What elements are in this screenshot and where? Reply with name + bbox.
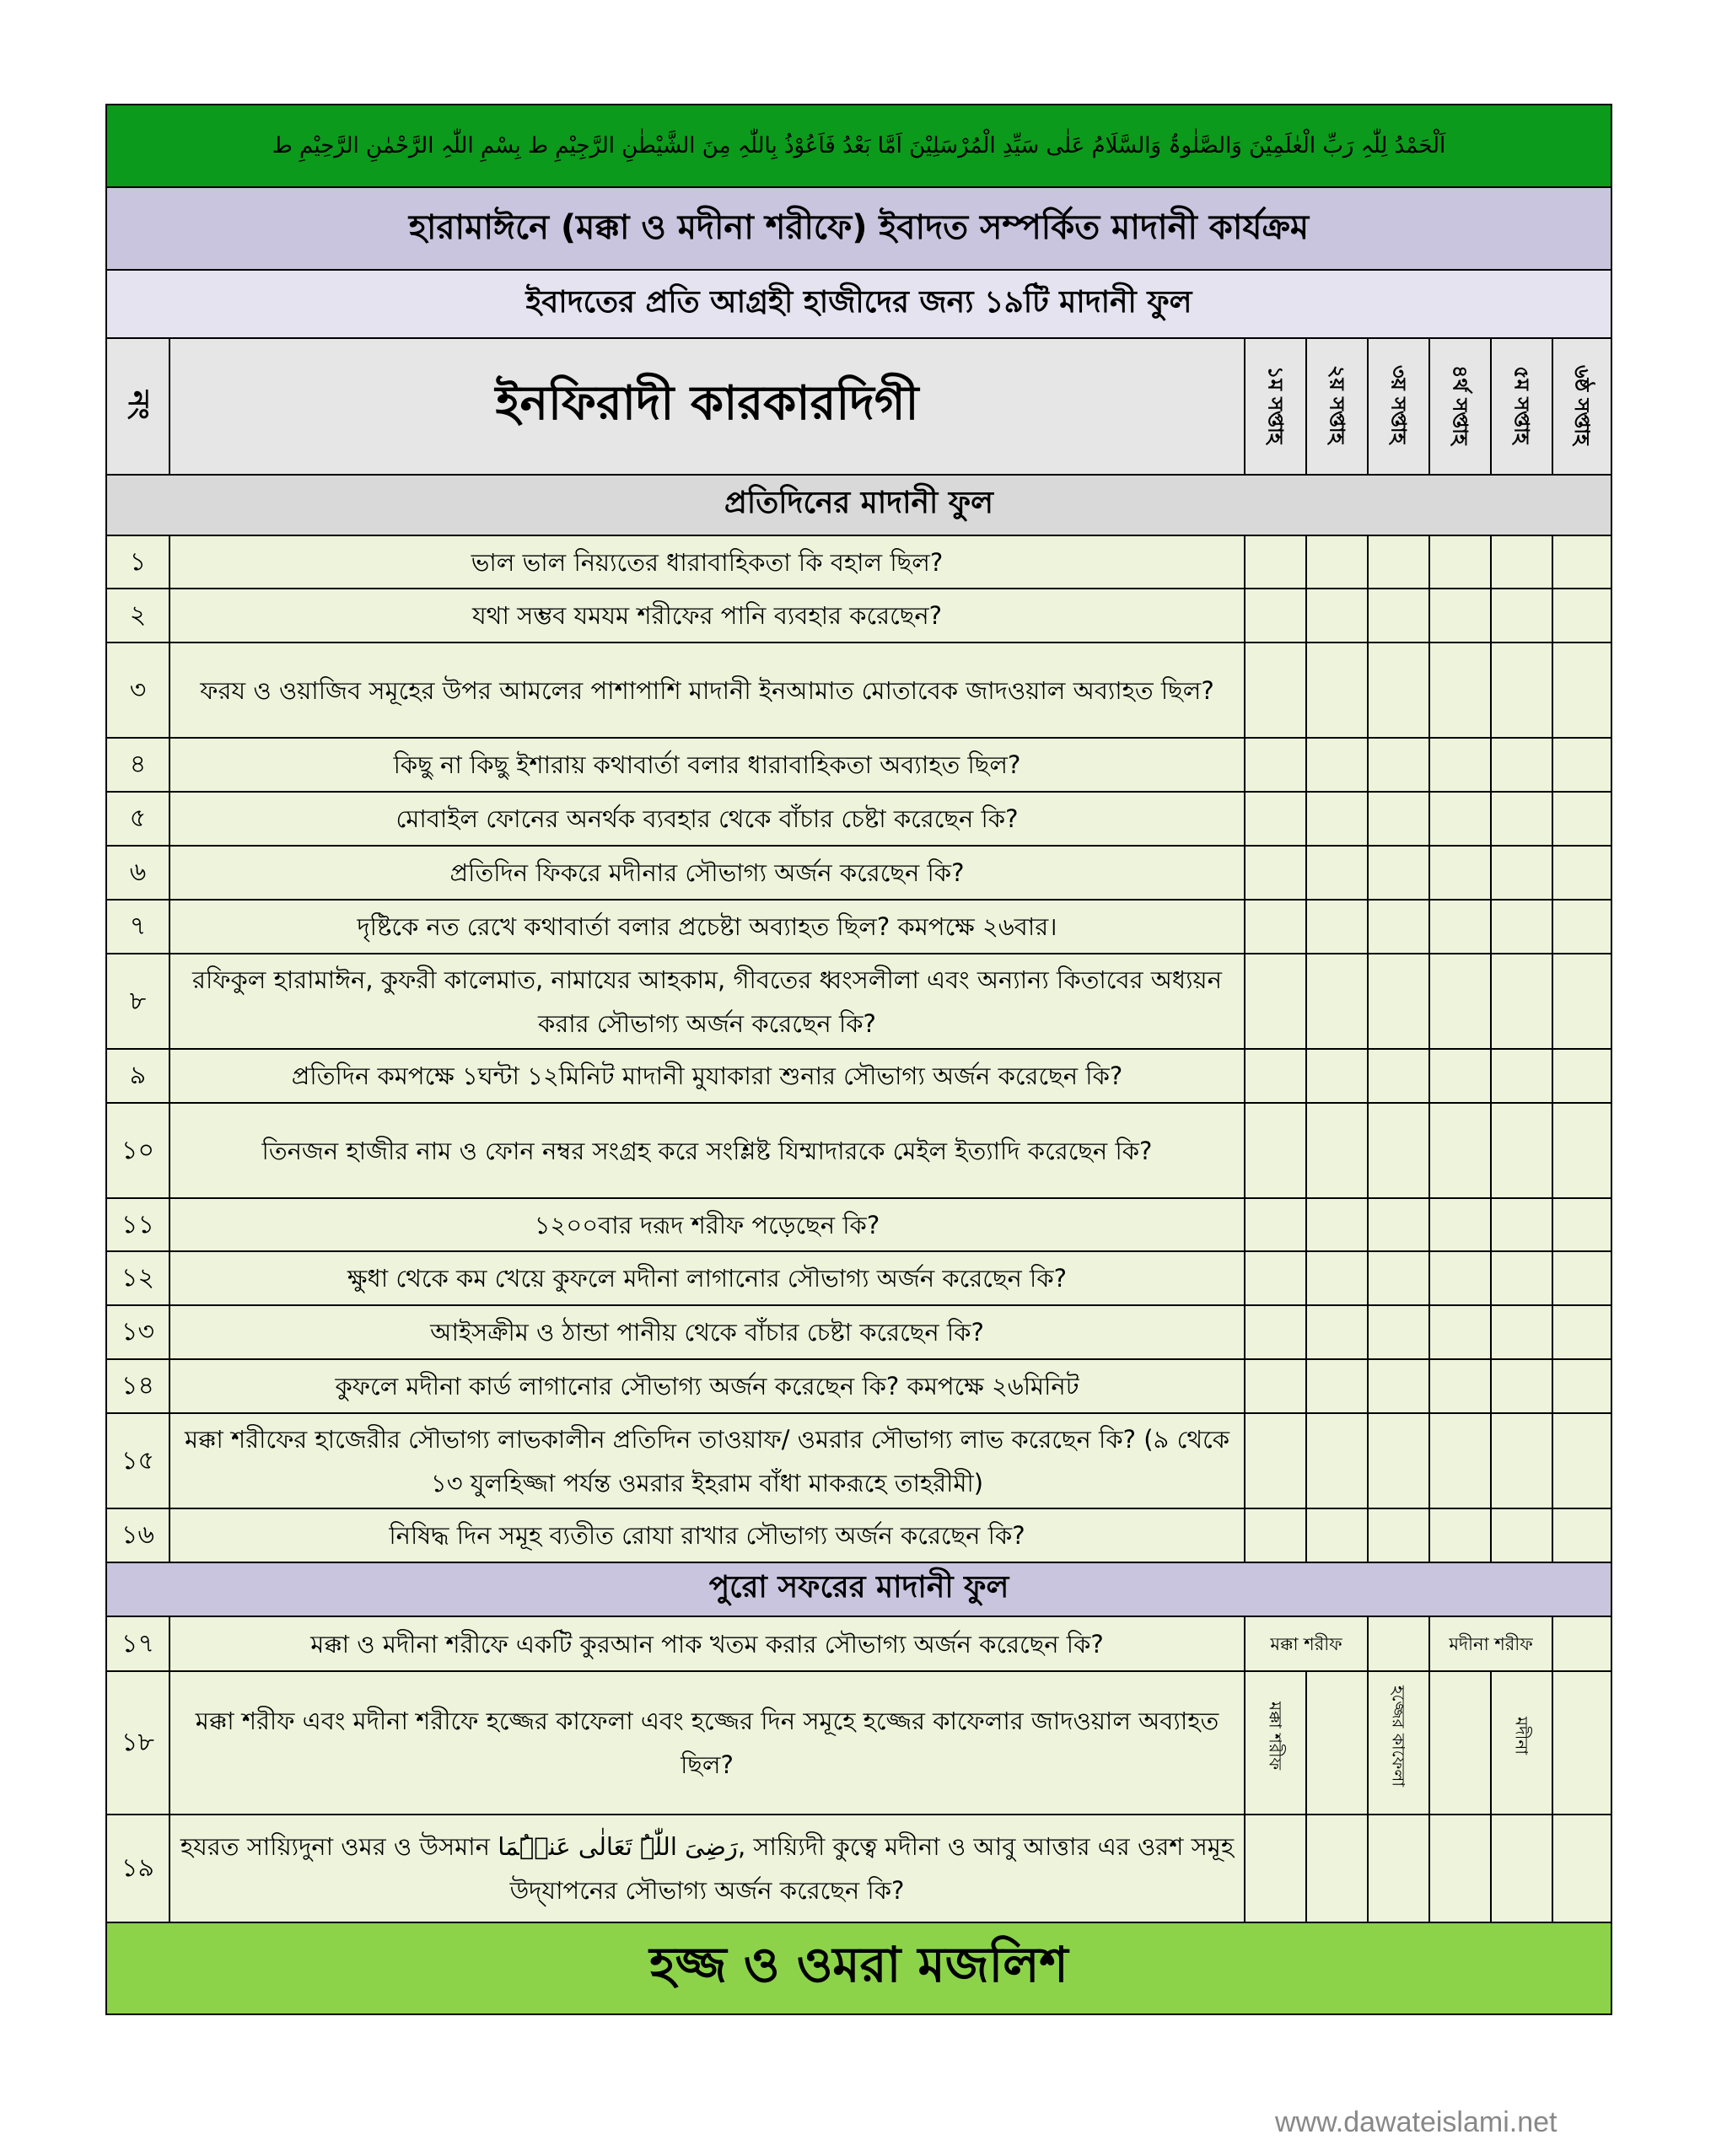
checkbox-cell[interactable] [1552, 1815, 1611, 1922]
checkbox-cell[interactable] [1429, 1815, 1491, 1922]
checkbox-cell[interactable] [1552, 1359, 1611, 1413]
checkbox-cell[interactable] [1245, 900, 1306, 954]
checkbox-cell[interactable] [1491, 642, 1552, 738]
checkbox-cell[interactable] [1245, 846, 1306, 900]
checkbox-cell[interactable] [1491, 535, 1552, 589]
checkbox-cell[interactable] [1429, 1671, 1491, 1815]
section-daily: প্রতিদিনের মাদানী ফুল [106, 475, 1611, 535]
checkbox-cell[interactable] [1245, 642, 1306, 738]
checkbox-cell[interactable] [1368, 1616, 1429, 1671]
checkbox-cell[interactable] [1368, 954, 1429, 1049]
checkbox-cell[interactable] [1245, 535, 1306, 589]
checkbox-cell[interactable] [1552, 954, 1611, 1049]
main-column-header: ইনফিরাদী কারকারদিগী [169, 338, 1245, 475]
checkbox-cell[interactable] [1429, 738, 1491, 792]
checkbox-cell[interactable] [1306, 1049, 1368, 1103]
table-row: ২ যথা সম্ভব যমযম শরীফের পানি ব্যবহার করেছেন? [106, 589, 1611, 642]
checkbox-cell[interactable] [1245, 589, 1306, 642]
checkbox-cell[interactable] [1552, 1305, 1611, 1359]
checkbox-cell[interactable] [1491, 846, 1552, 900]
table-row: ১৪ কুফলে মদীনা কার্ড লাগানোর সৌভাগ্য অর্জন করেছেন কি? কমপক্ষে ২৬মিনিট [106, 1359, 1611, 1413]
checkbox-cell[interactable] [1245, 1251, 1306, 1305]
checkbox-cell[interactable] [1368, 1305, 1429, 1359]
table-row: ৭ দৃষ্টিকে নত রেখে কথাবার্তা বলার প্রচেষ্টা অব্যাহত ছিল? কমপক্ষে ২৬বার। [106, 900, 1611, 954]
checkbox-cell[interactable] [1429, 535, 1491, 589]
checkbox-cell[interactable] [1491, 1049, 1552, 1103]
checkbox-cell[interactable] [1552, 1251, 1611, 1305]
checkbox-cell[interactable] [1429, 954, 1491, 1049]
checkbox-cell[interactable] [1306, 642, 1368, 738]
checkbox-cell[interactable] [1368, 1049, 1429, 1103]
page-subtitle: ইবাদতের প্রতি আগ্রহী হাজীদের জন্য ১৯টি মাদানী ফুল [106, 270, 1611, 338]
checkbox-cell[interactable] [1368, 900, 1429, 954]
week-1-header: ১ম সপ্তাহ [1245, 338, 1306, 475]
checkbox-cell[interactable] [1306, 1251, 1368, 1305]
hajj-kafela-cell[interactable]: হজ্জের কাফেলা [1368, 1671, 1429, 1815]
week-3-header: ৩য় সপ্তাহ [1368, 338, 1429, 475]
checkbox-cell[interactable] [1429, 589, 1491, 642]
checkbox-cell[interactable] [1429, 642, 1491, 738]
checkbox-cell[interactable] [1368, 1508, 1429, 1562]
website-url: www.dawateislami.net [1275, 2106, 1558, 2138]
checkbox-cell[interactable] [1306, 1671, 1368, 1815]
checkbox-cell[interactable] [1306, 1103, 1368, 1198]
table-row: ৬ প্রতিদিন ফিকরে মদীনার সৌভাগ্য অর্জন করেছেন কি? [106, 846, 1611, 900]
checkbox-cell[interactable] [1429, 846, 1491, 900]
makkah-cell[interactable]: মক্কা শরীফ [1245, 1671, 1306, 1815]
checkbox-cell[interactable] [1368, 1359, 1429, 1413]
checkbox-cell[interactable] [1552, 1198, 1611, 1251]
checkbox-cell[interactable] [1491, 589, 1552, 642]
checkbox-cell[interactable] [1552, 589, 1611, 642]
checkbox-cell[interactable] [1491, 1103, 1552, 1198]
checkbox-cell[interactable] [1245, 1305, 1306, 1359]
checkbox-cell[interactable] [1306, 1359, 1368, 1413]
checkbox-cell[interactable] [1552, 900, 1611, 954]
madani-activity-table [105, 104, 1612, 2015]
table-row: ১০ তিনজন হাজীর নাম ও ফোন নম্বর সংগ্রহ করে সংশ্লিষ্ট যিম্মাদারকে মেইল ইত্যাদি করেছেন কি? [106, 1103, 1611, 1198]
table-row: ৪ কিছু না কিছু ইশারায় কথাবার্তা বলার ধারাবাহিকতা অব্যাহত ছিল? [106, 738, 1611, 792]
checkbox-cell[interactable] [1245, 954, 1306, 1049]
checkbox-cell[interactable] [1245, 1103, 1306, 1198]
checkbox-cell[interactable] [1245, 792, 1306, 846]
checkbox-cell[interactable] [1245, 1413, 1306, 1508]
checkbox-cell[interactable] [1306, 738, 1368, 792]
checkbox-cell[interactable] [1306, 846, 1368, 900]
checkbox-cell[interactable] [1429, 1198, 1491, 1251]
checkbox-cell[interactable] [1552, 1671, 1611, 1815]
checkbox-cell[interactable] [1306, 1305, 1368, 1359]
table-row: ১১ ১২০০বার দরূদ শরীফ পড়েছেন কি? [106, 1198, 1611, 1251]
checkbox-cell[interactable] [1245, 1359, 1306, 1413]
table-row: ১৭ মক্কা ও মদীনা শরীফে একটি কুরআন পাক খতম করার সৌভাগ্য অর্জন করেছেন কি? মক্কা শরীফ মদীনা শরীফ [106, 1616, 1611, 1671]
checkbox-cell[interactable] [1306, 1413, 1368, 1508]
checkbox-cell[interactable] [1429, 792, 1491, 846]
checkbox-cell[interactable] [1306, 1198, 1368, 1251]
checkbox-cell[interactable] [1491, 1359, 1552, 1413]
checkbox-cell[interactable] [1491, 1413, 1552, 1508]
checkbox-cell[interactable] [1368, 1413, 1429, 1508]
checkbox-cell[interactable] [1368, 642, 1429, 738]
checkbox-cell[interactable] [1368, 535, 1429, 589]
checkbox-cell[interactable] [1552, 846, 1611, 900]
table-row: ৯ প্রতিদিন কমপক্ষে ১ঘন্টা ১২মিনিট মাদানী মুযাকারা শুনার সৌভাগ্য অর্জন করেছেন কি? [106, 1049, 1611, 1103]
checkbox-cell[interactable] [1552, 1508, 1611, 1562]
checkbox-cell[interactable] [1245, 1049, 1306, 1103]
checkbox-cell[interactable] [1491, 900, 1552, 954]
checkbox-cell[interactable] [1368, 1103, 1429, 1198]
checkbox-cell[interactable] [1306, 1815, 1368, 1922]
checkbox-cell[interactable] [1429, 900, 1491, 954]
checkbox-cell[interactable] [1368, 1815, 1429, 1922]
checkbox-cell[interactable] [1552, 1616, 1611, 1671]
checkbox-cell[interactable] [1245, 1508, 1306, 1562]
checkbox-cell[interactable] [1245, 738, 1306, 792]
table-row: ১২ ক্ষুধা থেকে কম খেয়ে কুফলে মদীনা লাগানোর সৌভাগ্য অর্জন করেছেন কি? [106, 1251, 1611, 1305]
checkbox-cell[interactable] [1368, 1251, 1429, 1305]
section-journey: পুরো সফরের মাদানী ফুল [106, 1562, 1611, 1616]
week-6-header: ৬ষ্ঠ সপ্তাহ [1552, 338, 1611, 475]
checkbox-cell[interactable] [1368, 792, 1429, 846]
checkbox-cell[interactable] [1306, 535, 1368, 589]
checkbox-cell[interactable] [1429, 1413, 1491, 1508]
table-row: ৮ রফিকুল হারামাঈন, কুফরী কালেমাত, নামাযের আহকাম, গীবতের ধ্বংসলীলা এবং অন্যান্য কিতাবের অধ্যয়ন করার সৌভাগ্য অর্জন করেছেন কি? [106, 954, 1611, 1049]
checkbox-cell[interactable] [1429, 1359, 1491, 1413]
checkbox-cell[interactable] [1245, 1815, 1306, 1922]
checkbox-cell[interactable] [1552, 642, 1611, 738]
checkbox-cell[interactable] [1491, 1251, 1552, 1305]
checkbox-cell[interactable] [1552, 1049, 1611, 1103]
checkbox-cell[interactable] [1491, 954, 1552, 1049]
checkbox-cell[interactable] [1552, 792, 1611, 846]
checkbox-cell[interactable] [1552, 738, 1611, 792]
madinah-cell[interactable]: মদীনা [1491, 1671, 1552, 1815]
checkbox-cell[interactable] [1429, 1508, 1491, 1562]
checkbox-cell[interactable] [1368, 846, 1429, 900]
checkbox-cell[interactable] [1306, 1508, 1368, 1562]
checkbox-cell[interactable] [1429, 1251, 1491, 1305]
table-row: ১৬ নিষিদ্ধ দিন সমূহ ব্যতীত রোযা রাখার সৌভাগ্য অর্জন করেছেন কি? [106, 1508, 1611, 1562]
checkbox-cell[interactable] [1552, 1103, 1611, 1198]
table-row: ৩ ফরয ও ওয়াজিব সমূহের উপর আমলের পাশাপাশি মাদানী ইনআমাত মোতাবেক জাদওয়াল অব্যাহত ছিল? [106, 642, 1611, 738]
table-row: ১৫ মক্কা শরীফের হাজেরীর সৌভাগ্য লাভকালীন প্রতিদিন তাওয়াফ/ ওমরার সৌভাগ্য লাভ করেছেন কি? (৯ থেকে ১৩ যুলহিজ্জা পর্যন্ত ওমরার ইহরাম বাঁধা মাকরূহে তাহরীমী) [106, 1413, 1611, 1508]
checkbox-cell[interactable] [1491, 1508, 1552, 1562]
serial-header: নং [106, 338, 169, 475]
week-4-header: ৪র্থ সপ্তাহ [1429, 338, 1491, 475]
checkbox-cell[interactable] [1552, 1413, 1611, 1508]
checkbox-cell[interactable] [1491, 1305, 1552, 1359]
table-row: ১৯ হযরত সায়্যিদুনা ওমর ও উসমান رَضِیَ اللّٰہُ تَعَالٰی عَنۡہُمَا, সায়্যিদী কুত্বে মদীনা ও আবু আত্তার এর ওরশ সমূহ উদ্‌যাপনের সৌভাগ্য অর্জন করেছেন কি? [106, 1815, 1611, 1922]
checkbox-cell[interactable] [1306, 900, 1368, 954]
footer-majlis-title: হজ্জ ও ওমরা মজলিশ [106, 1922, 1611, 2014]
table-row: ১ ভাল ভাল নিয়্যতের ধারাবাহিকতা কি বহাল ছিল? [106, 535, 1611, 589]
checkbox-cell[interactable] [1491, 1815, 1552, 1922]
checkbox-cell[interactable] [1491, 738, 1552, 792]
checkbox-cell[interactable] [1306, 792, 1368, 846]
week-2-header: ২য় সপ্তাহ [1306, 338, 1368, 475]
checkbox-cell[interactable] [1429, 1049, 1491, 1103]
checkbox-cell[interactable] [1429, 1103, 1491, 1198]
checkbox-cell[interactable] [1306, 954, 1368, 1049]
checkbox-cell[interactable] [1245, 1198, 1306, 1251]
table-row: ১৩ আইসক্রীম ও ঠান্ডা পানীয় থেকে বাঁচার চেষ্টা করেছেন কি? [106, 1305, 1611, 1359]
checkbox-cell[interactable] [1491, 1198, 1552, 1251]
checkbox-cell[interactable] [1368, 738, 1429, 792]
week-5-header: ৫ম সপ্তাহ [1491, 338, 1552, 475]
checkbox-cell[interactable] [1306, 589, 1368, 642]
makkah-cell[interactable]: মক্কা শরীফ [1245, 1616, 1368, 1671]
madinah-cell[interactable]: মদীনা শরীফ [1429, 1616, 1552, 1671]
checkbox-cell[interactable] [1429, 1305, 1491, 1359]
page-title: হারামাঈনে (মক্কা ও মদীনা শরীফে) ইবাদত সম্পর্কিত মাদানী কার্যক্রম [106, 187, 1611, 270]
checkbox-cell[interactable] [1368, 1198, 1429, 1251]
checkbox-cell[interactable] [1491, 792, 1552, 846]
table-row: ৫ মোবাইল ফোনের অনর্থক ব্যবহার থেকে বাঁচার চেষ্টা করেছেন কি? [106, 792, 1611, 846]
checkbox-cell[interactable] [1368, 589, 1429, 642]
checkbox-cell[interactable] [1552, 535, 1611, 589]
table-row: ১৮ মক্কা শরীফ এবং মদীনা শরীফে হজ্জের কাফেলা এবং হজ্জের দিন সমূহে হজ্জের কাফেলার জাদওয়াল অব্যাহত ছিল? মক্কা শরীফ হজ্জের কাফেলা মদীনা [106, 1671, 1611, 1815]
arabic-invocation: اَلْحَمْدُ لِلّٰہِ رَبِّ الْعٰلَمِیْنَ وَالصَّلٰوۃُ وَالسَّلَامُ عَلٰی سَیِّدِ الْمُرْسَلِیْنَ اَمَّا بَعْدُ فَاَعُوْذُ بِاللّٰہِ مِنَ الشَّیْطٰنِ الرَّجِیْمِ ط بِسْمِ اللّٰہِ الرَّحْمٰنِ الرَّحِیْمِ ط [106, 105, 1611, 187]
